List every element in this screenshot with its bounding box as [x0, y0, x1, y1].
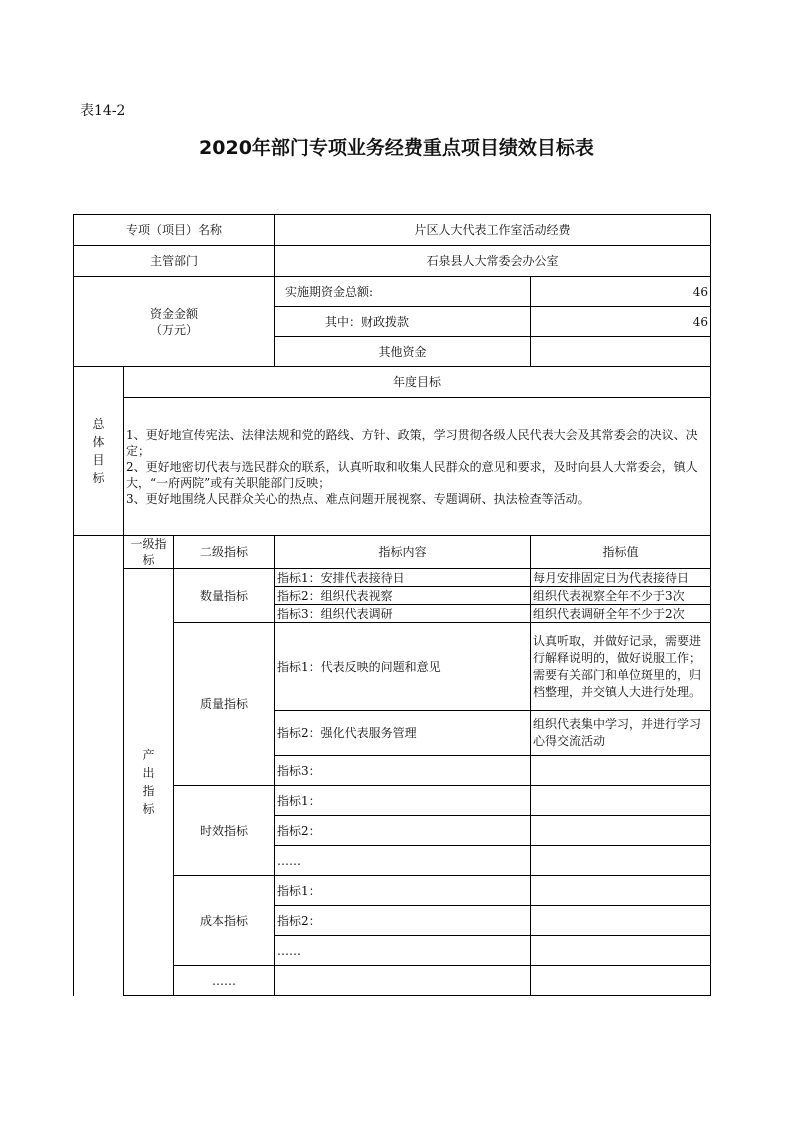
cost-value-1 [531, 876, 711, 906]
project-name-row [74, 215, 711, 246]
year-goal-content [124, 398, 711, 536]
funds-fiscal-value: 46 [531, 307, 711, 337]
timeliness-content-2: 指标2： [275, 816, 531, 846]
funds-amount-label-line1: 资金金额 [149, 306, 198, 321]
more-indicators: …… [174, 966, 275, 996]
quantity-value-3: 组织代表调研全年不少于2次 [531, 605, 711, 623]
year-goal-label: 年度目标 [124, 367, 711, 398]
timeliness-value-3 [531, 846, 711, 876]
header-level1: 一级指标 [124, 536, 174, 569]
table-row [74, 569, 711, 587]
quantity-content-3: 指标3：组织代表调研 [275, 605, 531, 623]
project-name-label: 专项（项目）名称 [74, 215, 275, 246]
header-level2: 二级指标 [174, 536, 275, 569]
cost-content-2: 指标2： [275, 906, 531, 936]
department-label: 主管部门 [74, 246, 275, 277]
goal-item-3: 3、更好地围绕人民群众关心的热点、难点问题开展视察、专题调研、执法检查等活动。 [126, 491, 590, 506]
more-value [531, 966, 711, 996]
overall-goal-label: 总体目标 [74, 367, 124, 536]
cost-indicator-label: 成本指标 [174, 876, 275, 966]
project-name-value: 片区人大代表工作室活动经费 [275, 215, 711, 246]
quality-value-3 [531, 756, 711, 786]
timeliness-value-2 [531, 816, 711, 846]
goal-item-2: 2、更好地密切代表与选民群众的联系，认真听取和收集人民群众的意见和要求，及时向县人大常委会，镇人大，“一府两院”或有关职能部门反映； [126, 459, 698, 490]
page-title: 2020年部门专项业务经费重点项目绩效目标表 [199, 137, 594, 159]
year-goal-header-row [74, 367, 711, 398]
output-indicator-label: 产出指标 [124, 569, 174, 996]
funds-total-value: 46 [531, 277, 711, 307]
year-goal-content-row [74, 398, 711, 536]
cost-content-1: 指标1： [275, 876, 531, 906]
quality-content-2: 指标2：强化代表服务管理 [275, 711, 531, 756]
timeliness-content-3: …… [275, 846, 531, 876]
quantity-indicator-label: 数量指标 [174, 569, 275, 623]
timeliness-value-1 [531, 786, 711, 816]
quantity-content-2: 指标2：组织代表视察 [275, 587, 531, 605]
quantity-value-1: 每月安排固定日为代表接待日 [531, 569, 711, 587]
funds-other-value [531, 337, 711, 367]
quality-indicator-label: 质量指标 [174, 623, 275, 786]
table-number: 表14-2 [80, 103, 126, 119]
quality-value-1: 认真听取，并做好记录，需要进行解释说明的，做好说服工作；需要有关部门和单位斑里的，归档整理，并交镇人大进行处理。 [531, 623, 711, 711]
funds-other-label: 其他资金 [275, 337, 531, 367]
performance-goal-table [73, 214, 711, 996]
goal-item-1: 1、更好地宣传宪法、法律法规和党的路线、方针、政策，学习贯彻各级人民代表大会及其常委会的决议、决定； [126, 427, 698, 458]
indicator-header-row [74, 536, 711, 569]
quantity-content-1: 指标1：安排代表接待日 [275, 569, 531, 587]
funds-total-row [74, 277, 711, 307]
department-row [74, 246, 711, 277]
quantity-value-2: 组织代表视察全年不少于3次 [531, 587, 711, 605]
department-value: 石泉县人大常委会办公室 [275, 246, 711, 277]
cost-value-3 [531, 936, 711, 966]
header-content: 指标内容 [275, 536, 531, 569]
quality-value-2: 组织代表集中学习，并进行学习心得交流活动 [531, 711, 711, 756]
timeliness-indicator-label: 时效指标 [174, 786, 275, 876]
header-value: 指标值 [531, 536, 711, 569]
timeliness-content-1: 指标1： [275, 786, 531, 816]
cost-value-2 [531, 906, 711, 936]
cost-content-3: …… [275, 936, 531, 966]
more-content [275, 966, 531, 996]
funds-fiscal-label: 其中：财政拨款 [275, 307, 531, 337]
funds-total-label: 实施期资金总额: [275, 277, 531, 307]
quality-content-3: 指标3： [275, 756, 531, 786]
performance-indicator-column [74, 536, 124, 996]
funds-amount-label-line2: （万元） [149, 322, 198, 337]
quality-content-1: 指标1：代表反映的问题和意见 [275, 623, 531, 711]
funds-amount-label [74, 277, 275, 367]
